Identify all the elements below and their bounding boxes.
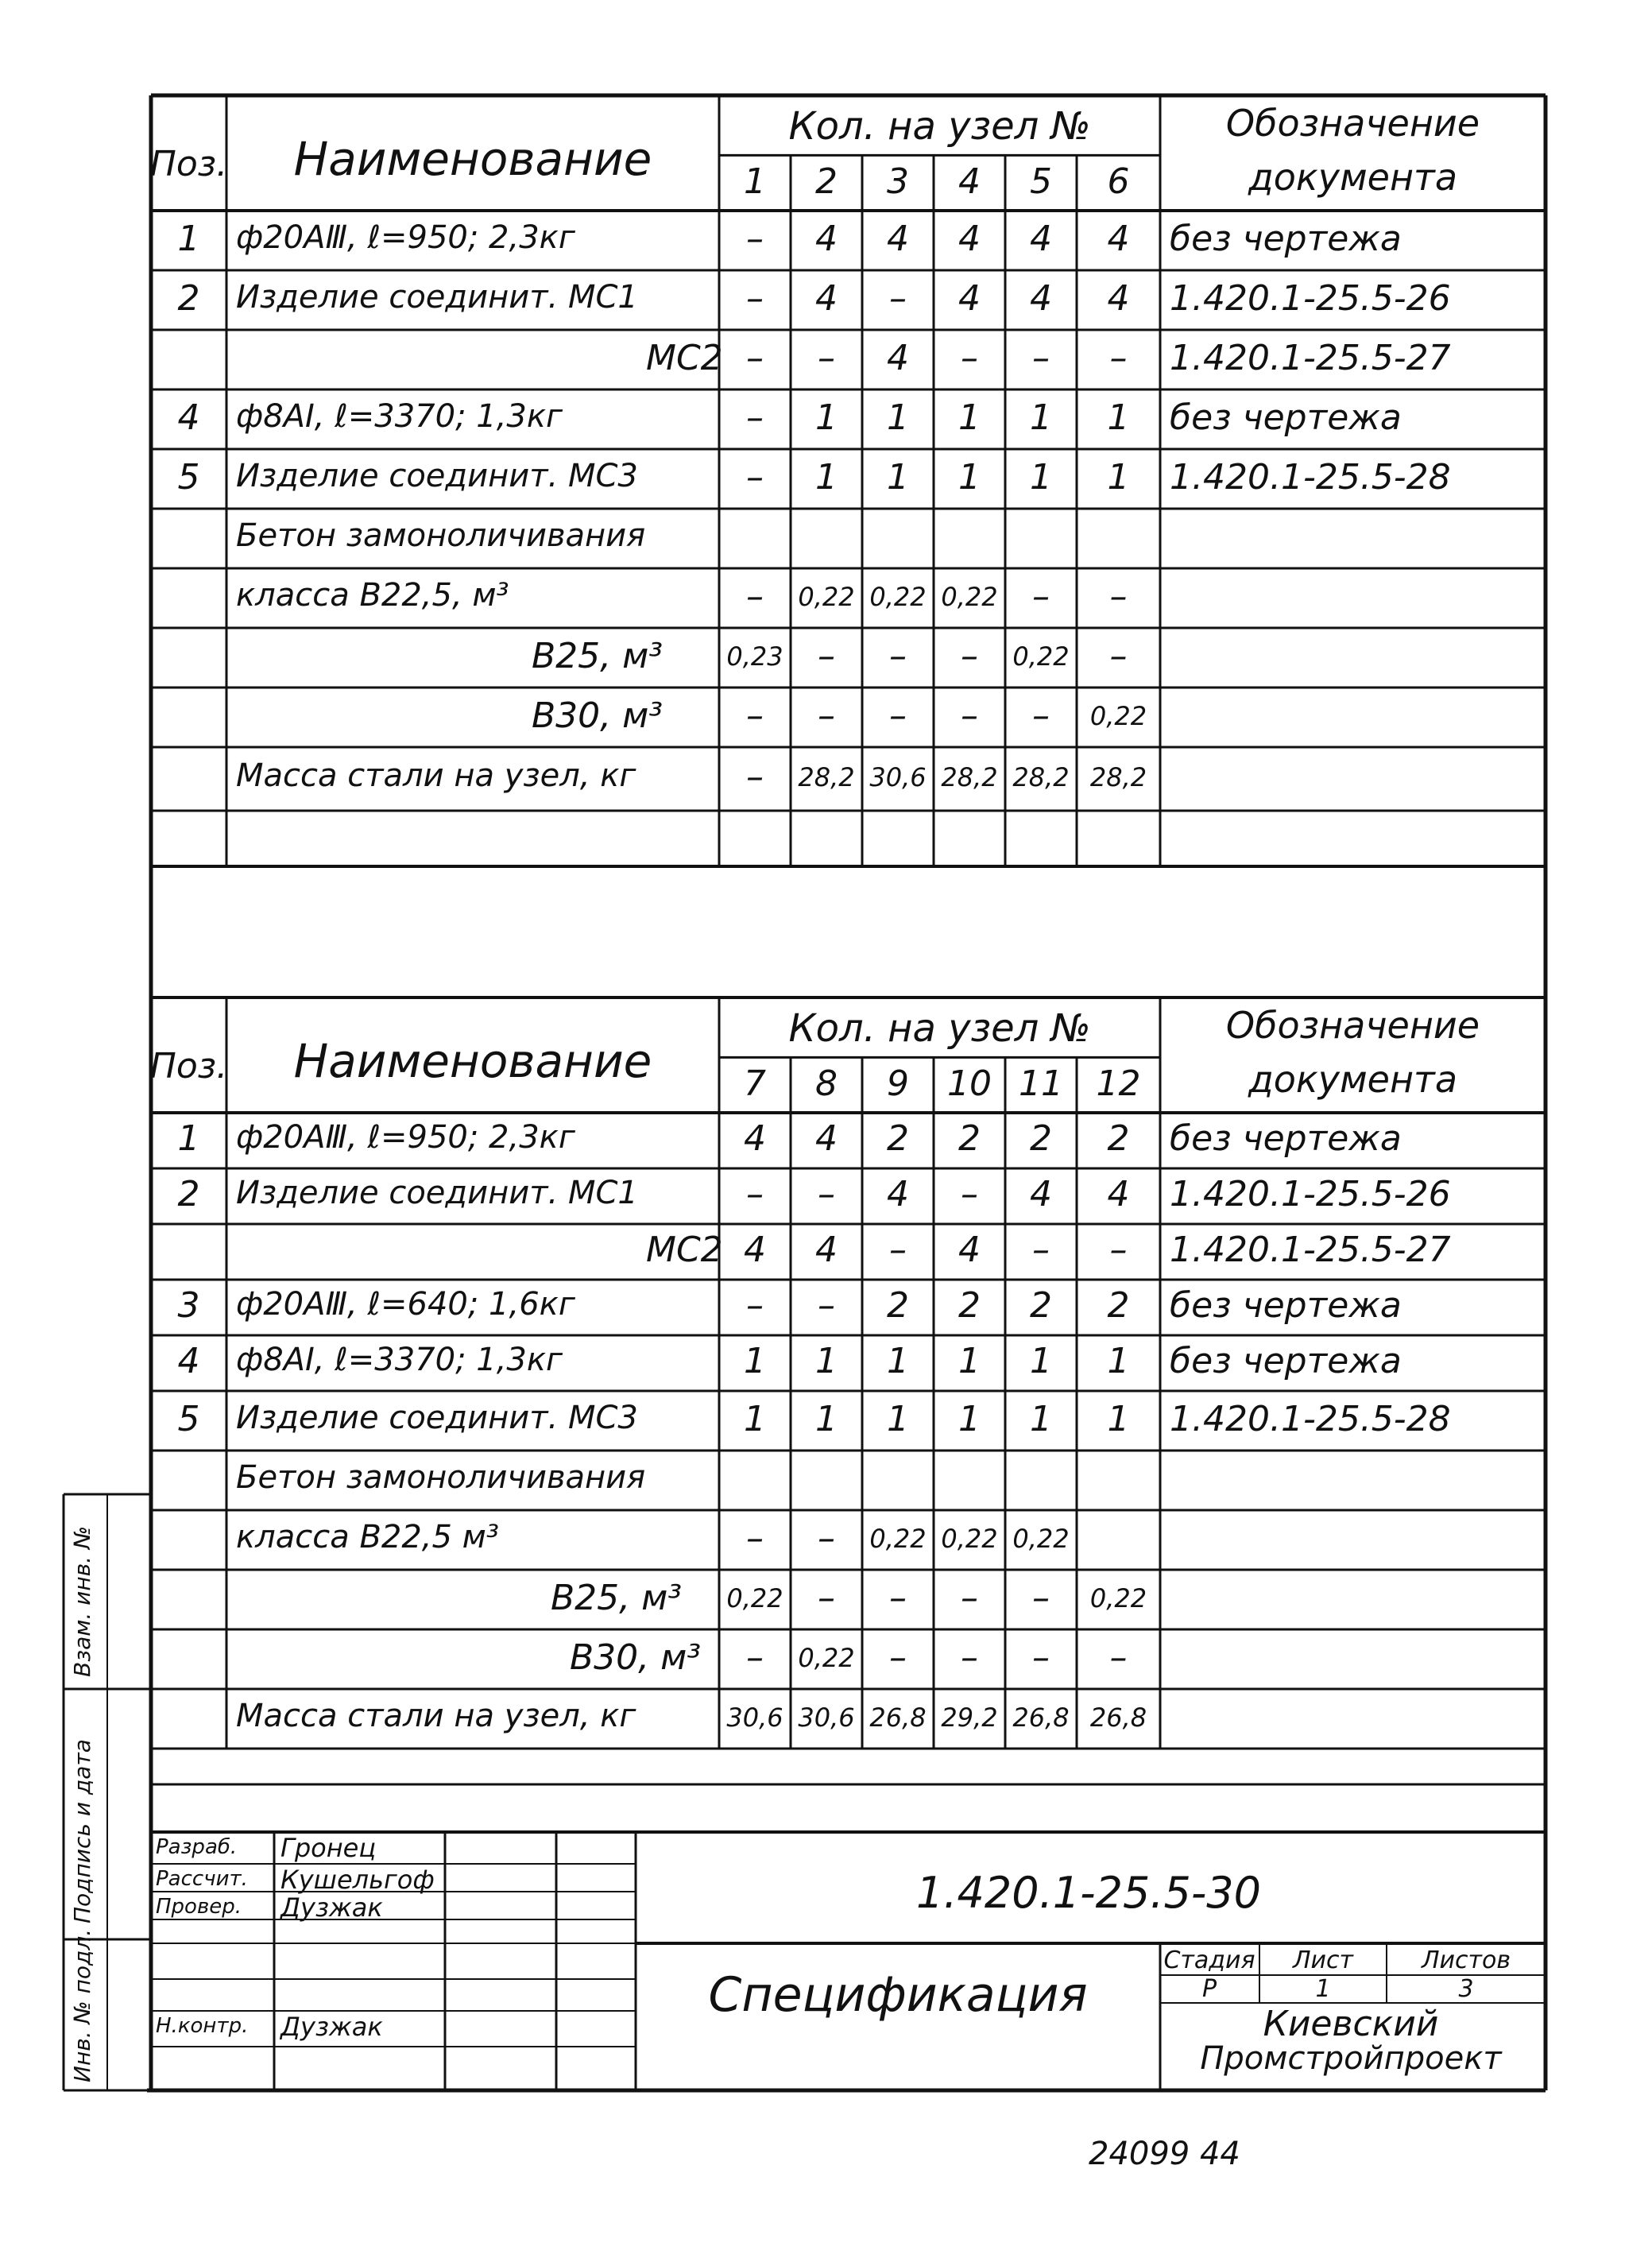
header-node-number: 12 [1096, 1063, 1141, 1104]
row-qty: – [961, 695, 978, 736]
row-qty: – [961, 1637, 978, 1678]
row-qty: – [746, 1174, 764, 1214]
row-qty: – [818, 1577, 835, 1618]
row-qty: 4 [958, 277, 981, 319]
signer-name: Дузжак [280, 1892, 383, 1923]
row-qty: 0,22 [726, 1582, 783, 1613]
row-qty: 2 [958, 1285, 981, 1326]
sheet-value: 1 [1315, 1975, 1331, 2003]
row-qty: 2 [887, 1118, 909, 1159]
signer-role: Н.контр. [156, 2014, 249, 2038]
row-name: В30, м³ [570, 1637, 701, 1678]
row-qty: 2 [1107, 1118, 1130, 1159]
row-doc: 1.420.1-25.5-27 [1170, 337, 1451, 378]
row-pos: 5 [177, 456, 200, 498]
row-qty: – [818, 1517, 835, 1559]
row-pos: 4 [177, 397, 200, 438]
row-qty: 4 [887, 1174, 909, 1214]
row-doc: 1.420.1-25.5-26 [1170, 1174, 1451, 1214]
row-qty: 29,2 [941, 1702, 998, 1733]
row-qty: 1 [1030, 397, 1052, 438]
row-name: класса В22,5, м³ [236, 576, 509, 614]
side-vzam: Взам. инв. № [69, 1525, 95, 1677]
header-node-number: 3 [887, 161, 909, 202]
row-name: ф20AⅢ, ℓ=640; 1,6кг [236, 1286, 575, 1323]
row-qty: – [889, 1637, 907, 1678]
row-qty: 0,22 [1089, 700, 1147, 731]
row-qty: 30,6 [869, 762, 927, 792]
row-qty: – [1109, 1230, 1128, 1270]
row-name: Бетон замоноличивания [236, 1458, 646, 1496]
row-qty: 0,22 [869, 581, 927, 612]
row-qty: 4 [1030, 277, 1052, 319]
row-qty: 1 [887, 456, 909, 498]
row-doc: 1.420.1-25.5-28 [1170, 1398, 1451, 1439]
row-pos: 2 [177, 1174, 200, 1214]
signer-name: Кушельгоф [280, 1865, 435, 1895]
header-name: Наименование [293, 1033, 652, 1088]
row-qty: 1 [1107, 1398, 1130, 1439]
signer-name: Дузжак [280, 2012, 383, 2042]
row-qty: – [746, 397, 764, 438]
row-qty: 2 [1107, 1285, 1130, 1326]
row-name: Бетон замоноличивания [236, 517, 646, 554]
row-qty: 0,22 [941, 581, 998, 612]
row-qty: – [961, 337, 978, 378]
row-qty: – [889, 695, 907, 736]
row-qty: – [889, 1577, 907, 1618]
row-qty: 1 [815, 1398, 838, 1439]
row-qty: 4 [887, 337, 909, 378]
header-node-number: 9 [887, 1063, 909, 1104]
row-qty: 4 [815, 218, 838, 259]
doc-code: 1.420.1-25.5-30 [915, 1868, 1262, 1918]
row-qty: – [961, 1577, 978, 1618]
row-qty: – [1032, 1230, 1050, 1270]
row-qty: 1 [815, 1341, 838, 1381]
row-qty: – [818, 1174, 835, 1214]
row-qty: 1 [1030, 456, 1052, 498]
row-name: В25, м³ [551, 1577, 682, 1618]
row-pos: 2 [177, 277, 200, 319]
row-qty: 4 [1107, 277, 1130, 319]
row-qty: – [746, 1637, 764, 1678]
row-qty: 1 [958, 397, 981, 438]
row-qty: – [889, 635, 907, 676]
row-qty: 2 [958, 1118, 981, 1159]
header-qty-title: Кол. на узел № [788, 1005, 1091, 1051]
row-qty: – [1109, 635, 1128, 676]
row-qty: – [746, 218, 764, 259]
side-inv: Инв. № подл. [69, 1928, 95, 2082]
header-node-number: 5 [1030, 161, 1052, 202]
row-name: Масса стали на узел, кг [236, 1697, 636, 1734]
row-qty: – [746, 456, 764, 498]
row-qty: 30,6 [726, 1702, 783, 1733]
row-qty: – [746, 1285, 764, 1326]
row-qty: 1 [744, 1398, 766, 1439]
row-name: ф8AI, ℓ=3370; 1,3кг [236, 1342, 563, 1378]
row-name: ф20AⅢ, ℓ=950; 2,3кг [236, 219, 575, 256]
header-node-number: 11 [1019, 1063, 1063, 1104]
row-qty: – [961, 635, 978, 676]
row-qty: – [818, 337, 835, 378]
row-name: Масса стали на узел, кг [236, 757, 636, 794]
row-qty: 1 [1107, 397, 1130, 438]
row-qty: – [746, 1517, 764, 1559]
row-doc: 1.420.1-25.5-26 [1170, 277, 1451, 319]
row-doc: без чертежа [1170, 397, 1402, 438]
header-doc-line2: документа [1248, 155, 1458, 199]
row-pos: 4 [177, 1341, 200, 1381]
row-qty: 2 [1030, 1118, 1052, 1159]
row-qty: 4 [744, 1230, 766, 1270]
row-qty: – [818, 695, 835, 736]
row-doc: без чертежа [1170, 218, 1402, 259]
footer-number: 24099 44 [1089, 2136, 1240, 2172]
row-qty: 1 [958, 1341, 981, 1381]
row-qty: 0,23 [726, 641, 783, 672]
row-qty: – [818, 1285, 835, 1326]
row-qty: 4 [815, 1118, 838, 1159]
row-qty: 1 [958, 456, 981, 498]
row-qty: 4 [1107, 1174, 1130, 1214]
row-qty: 4 [815, 277, 838, 319]
header-node-number: 2 [815, 161, 838, 202]
row-qty: 1 [887, 1398, 909, 1439]
signer-role: Рассчит. [156, 1867, 248, 1891]
row-doc: без чертежа [1170, 1341, 1402, 1381]
row-qty: – [1032, 1637, 1050, 1678]
row-doc: без чертежа [1170, 1118, 1402, 1159]
signer-role: Разраб. [156, 1835, 238, 1859]
sheet-label: Лист [1292, 1946, 1354, 1974]
row-qty: 1 [887, 397, 909, 438]
row-qty: 30,6 [798, 1702, 855, 1733]
signer-role: Провер. [156, 1895, 242, 1919]
row-qty: 0,22 [798, 1642, 855, 1673]
header-doc-line1: Обозначение [1225, 1003, 1480, 1047]
row-qty: 4 [1030, 1174, 1052, 1214]
row-qty: 4 [887, 218, 909, 259]
row-qty: 4 [1030, 218, 1052, 259]
row-qty: 1 [744, 1341, 766, 1381]
row-name: ф8AI, ℓ=3370; 1,3кг [236, 397, 563, 435]
row-qty: – [746, 695, 764, 736]
row-qty: 2 [1030, 1285, 1052, 1326]
stage-label: Стадия [1163, 1946, 1255, 1974]
row-qty: 26,8 [1089, 1702, 1147, 1733]
row-qty: – [961, 1174, 978, 1214]
sheets-label: Листов [1421, 1946, 1511, 1974]
row-qty: – [889, 277, 907, 319]
row-qty: 1 [1030, 1398, 1052, 1439]
row-name: класса В22,5 м³ [236, 1518, 499, 1555]
org-line1: Киевский [1263, 2004, 1439, 2044]
row-qty: 1 [1107, 1341, 1130, 1381]
row-qty: 28,2 [1089, 762, 1147, 792]
header-node-number: 10 [947, 1063, 992, 1104]
row-qty: 28,2 [798, 762, 855, 792]
row-qty: 1 [958, 1398, 981, 1439]
header-node-number: 1 [744, 161, 766, 202]
header-doc-line2: документа [1248, 1057, 1458, 1101]
row-name: Изделие соединит. МС3 [236, 457, 638, 494]
row-pos: 1 [177, 218, 200, 259]
row-qty: 1 [1030, 1341, 1052, 1381]
row-qty: 0,22 [798, 581, 855, 612]
row-name: МС2 [646, 1230, 723, 1270]
header-node-number: 8 [815, 1063, 838, 1104]
header-node-number: 4 [958, 161, 981, 202]
row-qty: 26,8 [1012, 1702, 1070, 1733]
header-qty-title: Кол. на узел № [788, 103, 1091, 149]
row-qty: – [1032, 1577, 1050, 1618]
row-name: В30, м³ [532, 695, 663, 736]
row-qty: 0,22 [1012, 641, 1070, 672]
sheets-value: 3 [1458, 1975, 1474, 2003]
row-doc: 1.420.1-25.5-27 [1170, 1230, 1451, 1270]
row-qty: – [1109, 337, 1128, 378]
row-doc: 1.420.1-25.5-28 [1170, 456, 1451, 498]
row-name: В25, м³ [532, 635, 663, 676]
row-qty: – [746, 337, 764, 378]
row-qty: 0,22 [869, 1523, 927, 1554]
row-qty: – [1032, 337, 1050, 378]
row-name: МС2 [646, 337, 723, 378]
row-qty: 4 [958, 1230, 981, 1270]
side-podpis: Подпись и дата [69, 1739, 95, 1923]
signer-name: Гронец [280, 1833, 377, 1863]
row-name: ф20AⅢ, ℓ=950; 2,3кг [236, 1119, 575, 1156]
row-qty: 1 [815, 397, 838, 438]
doc-title: Спецификация [708, 1967, 1088, 2023]
row-qty: – [889, 1230, 907, 1270]
row-name: Изделие соединит. МС1 [236, 278, 638, 316]
row-qty: 28,2 [941, 762, 998, 792]
row-pos: 3 [177, 1285, 200, 1326]
row-qty: 0,22 [1089, 1582, 1147, 1613]
header-node-number: 7 [744, 1063, 766, 1104]
row-pos: 1 [177, 1118, 200, 1159]
header-doc-line1: Обозначение [1225, 101, 1480, 145]
header-node-number: 6 [1107, 161, 1130, 202]
row-qty: 4 [1107, 218, 1130, 259]
row-qty: 4 [744, 1118, 766, 1159]
row-qty: – [746, 575, 764, 617]
row-qty: – [1109, 575, 1128, 617]
row-qty: 1 [815, 456, 838, 498]
stage-value: Р [1201, 1975, 1217, 2003]
row-qty: 2 [887, 1285, 909, 1326]
row-qty: 4 [958, 218, 981, 259]
row-qty: 28,2 [1012, 762, 1070, 792]
row-qty: – [1032, 575, 1050, 617]
row-qty: 1 [1107, 456, 1130, 498]
header-pos: Поз. [149, 1046, 228, 1087]
row-qty: – [1032, 695, 1050, 736]
row-qty: – [1109, 1637, 1128, 1678]
row-name: Изделие соединит. МС1 [236, 1175, 638, 1211]
row-doc: без чертежа [1170, 1285, 1402, 1326]
header-name: Наименование [293, 131, 652, 186]
row-pos: 5 [177, 1398, 200, 1439]
row-qty: 4 [815, 1230, 838, 1270]
row-qty: 0,22 [1012, 1523, 1070, 1554]
row-qty: – [746, 277, 764, 319]
row-name: Изделие соединит. МС3 [236, 1399, 638, 1436]
row-qty: 26,8 [869, 1702, 927, 1733]
row-qty: 0,22 [941, 1523, 998, 1554]
header-pos: Поз. [149, 144, 228, 185]
row-qty: – [818, 635, 835, 676]
org-line2: Промстройпроект [1200, 2040, 1502, 2077]
row-qty: – [746, 757, 764, 797]
row-qty: 1 [887, 1341, 909, 1381]
